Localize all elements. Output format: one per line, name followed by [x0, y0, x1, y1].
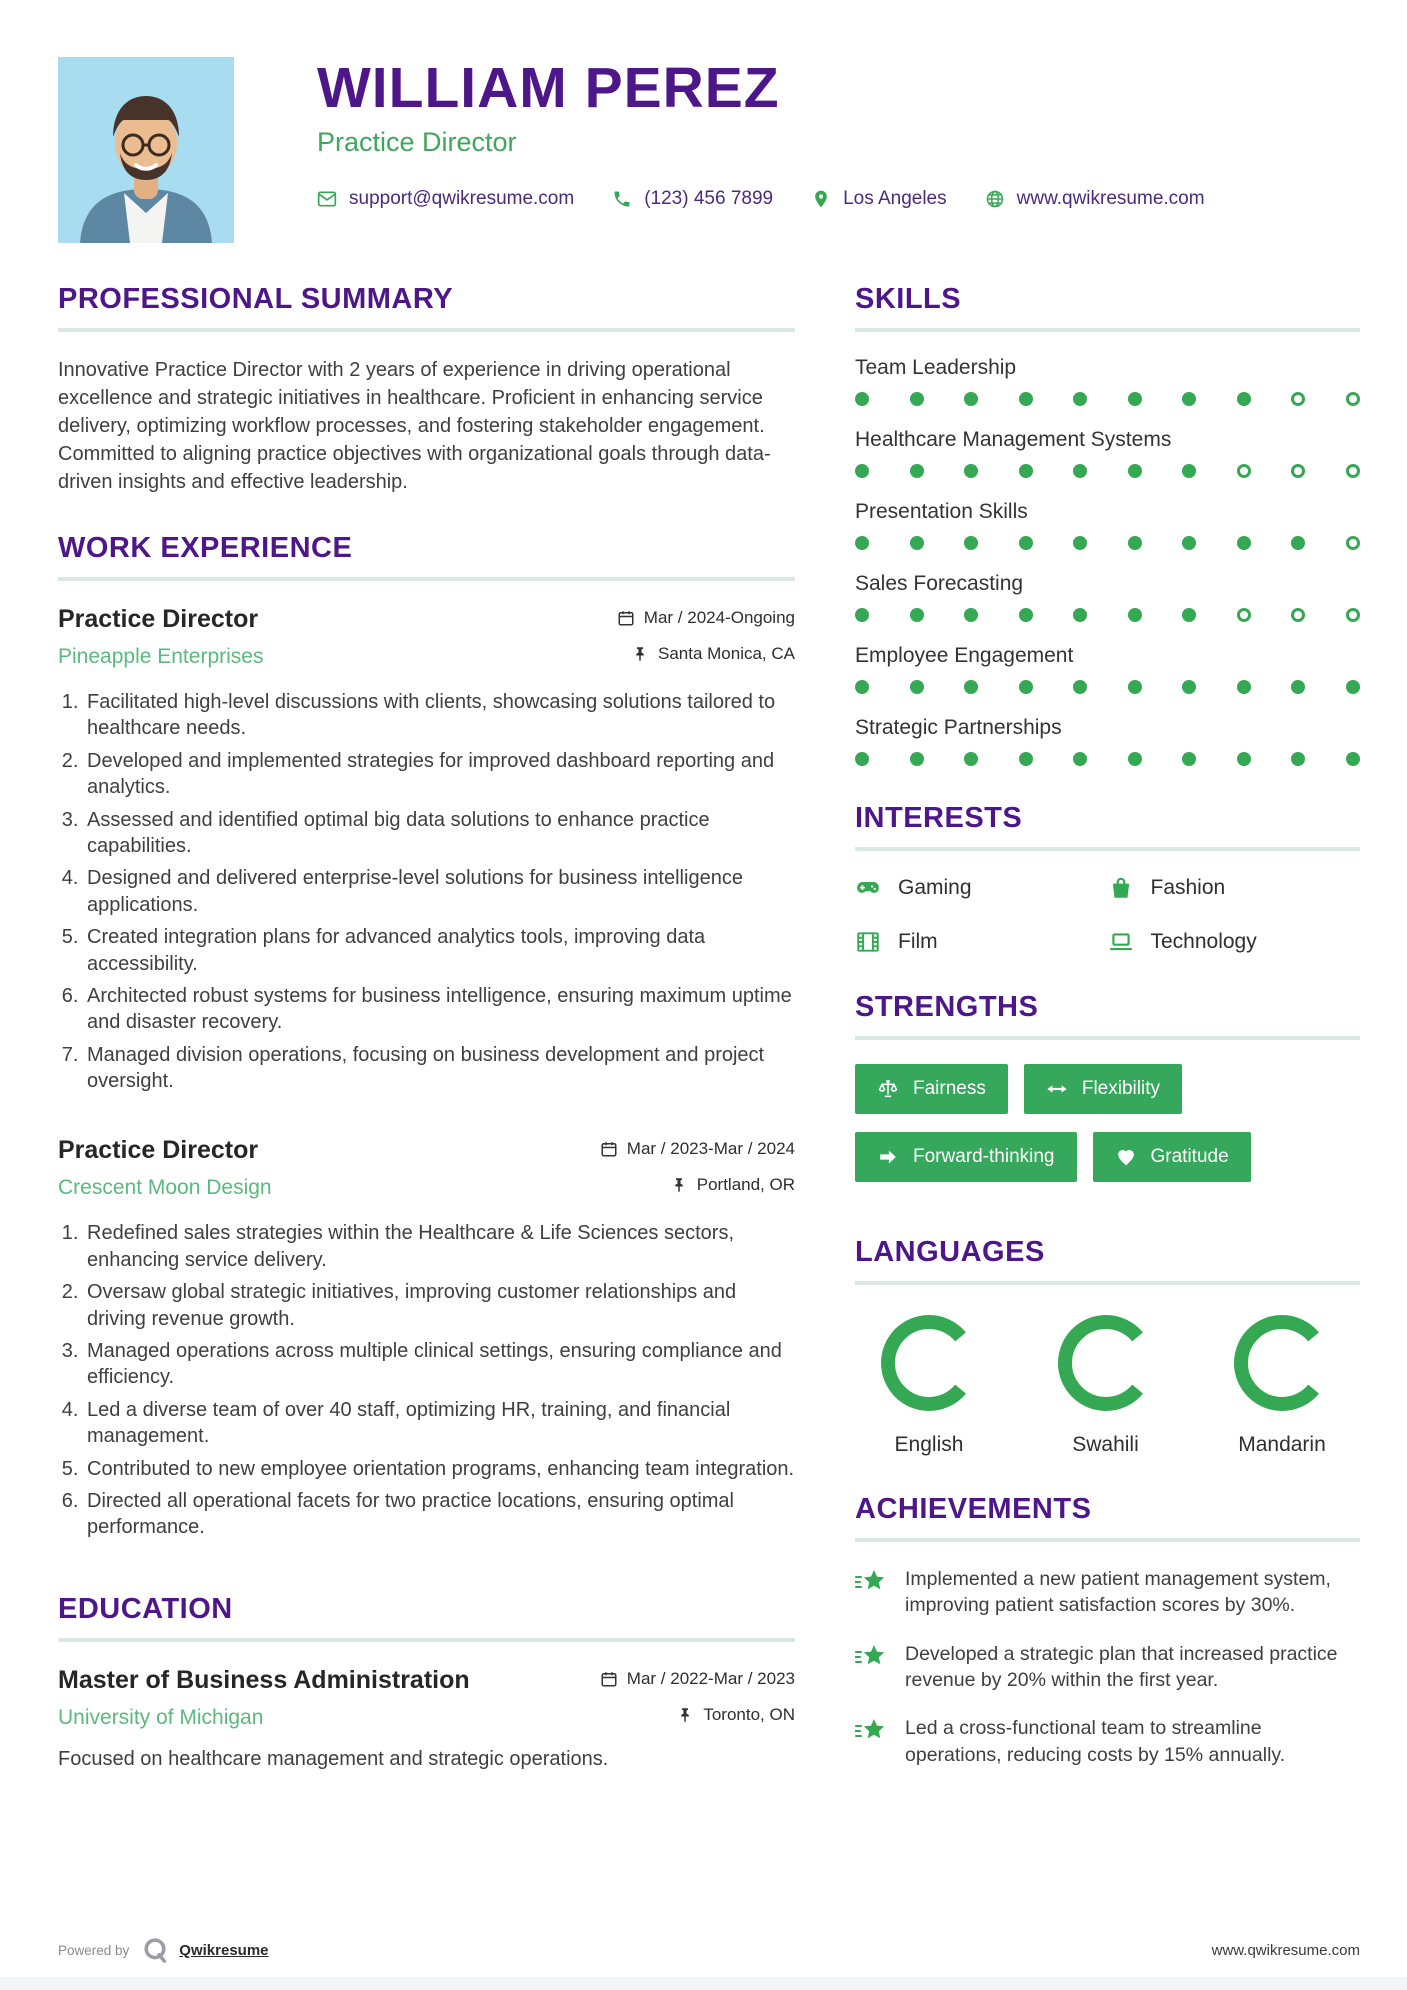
section-achievements [855, 1493, 1360, 1768]
job-bullet: 3. Assessed and identified optimal big data solutions to enhance practice capabilities. [84, 807, 795, 860]
rating-dot-filled [1073, 464, 1087, 478]
rating-dot-filled [1128, 392, 1142, 406]
job-bullet: 1. Redefined sales strategies within the Healthcare & Life Sciences sectors, enhancing service delivery. [84, 1220, 795, 1273]
rating-dot-filled [1237, 536, 1251, 550]
section-strengths [855, 991, 1360, 1200]
rating-dot-filled [855, 536, 869, 550]
job-bullets [58, 689, 795, 1094]
rating-dot-filled [1346, 680, 1360, 694]
language-item [1036, 1313, 1176, 1457]
footer [58, 1936, 1360, 1964]
interest-label: Film [898, 930, 938, 953]
skill-row [855, 500, 1360, 550]
strength-label: Gratitude [1150, 1146, 1229, 1167]
interest-item [855, 875, 1108, 901]
contact-website-text: www.qwikresume.com [1016, 187, 1205, 209]
job-bullet: 3. Managed operations across multiple clinical settings, ensuring compliance and efficiency. [84, 1338, 795, 1391]
rating-dot-filled [855, 608, 869, 622]
achievements-heading: ACHIEVEMENTS [855, 1493, 1092, 1525]
section-divider [58, 577, 795, 581]
skill-name: Presentation Skills [855, 500, 1028, 523]
job-bullet: 4. Led a diverse team of over 40 staff, optimizing HR, training, and financial management. [84, 1397, 795, 1450]
skill-rating-dots [855, 536, 1360, 550]
job-bullet: 7. Managed division operations, focusing on business development and project oversight. [84, 1042, 795, 1095]
language-label: Mandarin [1238, 1433, 1326, 1456]
strength-chip-forward-thinking [855, 1132, 1077, 1182]
strength-label: Flexibility [1081, 1078, 1160, 1099]
rating-dot-filled [1182, 752, 1196, 766]
rating-dot-filled [964, 608, 978, 622]
rating-dot-filled [1182, 536, 1196, 550]
education-note: Focused on healthcare management and strategic operations. [58, 1747, 609, 1770]
rating-dot-filled [1019, 608, 1033, 622]
job-bullet: 2. Developed and implemented strategies for improved dashboard reporting and analytics. [84, 748, 795, 801]
job-bullet: 2. Oversaw global strategic initiatives, improving customer relationships and driving revenue growth. [84, 1279, 795, 1332]
arrow-right-icon [877, 1146, 899, 1168]
rating-dot-filled [1291, 752, 1305, 766]
rating-dot-filled [1237, 392, 1251, 406]
skill-row [855, 716, 1360, 766]
rating-dot-filled [1128, 464, 1142, 478]
summary-heading: PROFESSIONAL SUMMARY [58, 283, 454, 315]
language-item [1212, 1313, 1352, 1457]
double-arrow-icon [1046, 1078, 1068, 1100]
job-entry [58, 1136, 795, 1540]
mail-icon [317, 189, 337, 209]
job-company: Crescent Moon Design [58, 1176, 272, 1200]
strength-label: Fairness [913, 1078, 986, 1099]
rating-dot-filled [1346, 752, 1360, 766]
skill-name: Sales Forecasting [855, 572, 1024, 595]
skill-row [855, 572, 1360, 622]
calendar-icon [600, 1140, 618, 1158]
section-work-experience [58, 532, 795, 1541]
rating-dot-filled [1291, 680, 1305, 694]
skills-heading: SKILLS [855, 283, 962, 315]
language-item [859, 1313, 999, 1457]
skill-rating-dots [855, 392, 1360, 406]
rating-dot-filled [855, 680, 869, 694]
globe-icon [985, 189, 1005, 209]
achievement-text: Led a cross-functional team to streamline operations, reducing costs by 15% annually. [905, 1717, 1286, 1766]
rating-dot-filled [1182, 608, 1196, 622]
rating-dot-empty [1291, 392, 1305, 406]
rating-dot-filled [910, 392, 924, 406]
rating-dot-filled [964, 680, 978, 694]
job-dates: Mar / 2023-Mar / 2024 [626, 1139, 795, 1159]
person-job-title: Practice Director [317, 126, 517, 157]
rating-dot-empty [1346, 608, 1360, 622]
bottom-strip [0, 1977, 1407, 1990]
skill-rating-dots [855, 464, 1360, 478]
strength-label: Forward-thinking [913, 1146, 1055, 1167]
rating-dot-filled [964, 392, 978, 406]
rating-dot-filled [910, 680, 924, 694]
contact-email-text: support@qwikresume.com [349, 187, 575, 209]
rating-dot-empty [1237, 608, 1251, 622]
language-label: English [894, 1433, 964, 1456]
achievement-item [855, 1566, 1360, 1619]
heart-icon [1115, 1146, 1137, 1168]
footer-website-link[interactable]: www.qwikresume.com [1211, 1941, 1360, 1959]
pushpin-icon [676, 1706, 694, 1724]
section-languages [855, 1236, 1360, 1457]
profile-photo-illustration [58, 57, 234, 243]
job-location: Portland, OR [696, 1175, 795, 1195]
job-entry [58, 605, 795, 1094]
interest-label: Fashion [1150, 876, 1226, 899]
qwikresume-brand-link[interactable]: Qwikresume [179, 1941, 269, 1959]
rating-dot-filled [1128, 752, 1142, 766]
scales-icon [877, 1078, 899, 1100]
left-column [58, 283, 795, 1807]
rating-dot-filled [1019, 464, 1033, 478]
rating-dot-empty [1291, 608, 1305, 622]
job-bullet: 6. Architected robust systems for business intelligence, ensuring maximum uptime and disaster recovery. [84, 983, 795, 1036]
interests-heading: INTERESTS [855, 802, 1023, 834]
film-icon [855, 929, 881, 955]
rating-dot-filled [1073, 752, 1087, 766]
section-divider [855, 1538, 1360, 1542]
skill-rating-dots [855, 752, 1360, 766]
rating-dot-filled [1128, 680, 1142, 694]
skill-rating-dots [855, 608, 1360, 622]
skill-rating-dots [855, 680, 1360, 694]
rating-dot-filled [1019, 680, 1033, 694]
rating-dot-filled [1182, 464, 1196, 478]
contact-phone[interactable] [612, 188, 773, 210]
skill-row [855, 356, 1360, 406]
rating-dot-filled [1182, 680, 1196, 694]
rating-dot-filled [1237, 680, 1251, 694]
rating-dot-filled [1019, 752, 1033, 766]
contact-phone-text: (123) 456 7899 [644, 187, 774, 209]
right-column [855, 283, 1360, 1807]
shooting-star-icon [855, 1717, 887, 1747]
achievement-item [855, 1641, 1360, 1694]
strength-chip-gratitude [1093, 1132, 1251, 1182]
summary-text: Innovative Practice Director with 2 years of experience in driving operational excellence and strategic initiatives in healthcare. Proficient in enhancing service delivery, optimizing workflow processes, and fostering stakeholder engagement. Committed to aligning practice objectives with organizational goals through data-driven insights and effective leadership. [58, 359, 771, 493]
language-progress-ring [1232, 1313, 1332, 1413]
pushpin-icon [670, 1176, 688, 1194]
job-title: Practice Director [58, 605, 259, 633]
section-divider [855, 1036, 1360, 1040]
rating-dot-empty [1346, 536, 1360, 550]
achievement-item [855, 1715, 1360, 1768]
rating-dot-filled [910, 752, 924, 766]
rating-dot-filled [855, 464, 869, 478]
strength-chip-fairness [855, 1064, 1008, 1114]
phone-icon [612, 189, 632, 209]
job-bullet: 5. Created integration plans for advanced analytics tools, improving data accessibility. [84, 924, 795, 977]
rating-dot-filled [1128, 536, 1142, 550]
job-company: Pineapple Enterprises [58, 645, 264, 668]
gamepad-icon [855, 875, 881, 901]
section-divider [855, 1281, 1360, 1285]
job-bullet: 5. Contributed to new employee orientation programs, enhancing team integration. [84, 1456, 795, 1482]
profile-photo [58, 57, 234, 243]
rating-dot-empty [1346, 464, 1360, 478]
contact-website[interactable] [985, 188, 1205, 210]
header [58, 57, 1360, 243]
powered-by-label: Powered by [58, 1942, 130, 1958]
interest-item [1108, 929, 1361, 955]
job-bullets [58, 1220, 795, 1540]
strengths-heading: STRENGTHS [855, 991, 1039, 1023]
interest-item [855, 929, 1108, 955]
job-dates: Mar / 2024-Ongoing [643, 608, 795, 627]
interest-item [1108, 875, 1361, 901]
rating-dot-filled [1291, 536, 1305, 550]
rating-dot-filled [1073, 608, 1087, 622]
languages-heading: LANGUAGES [855, 1236, 1045, 1268]
rating-dot-filled [855, 392, 869, 406]
achievement-text: Developed a strategic plan that increased practice revenue by 20% within the first year. [905, 1642, 1338, 1691]
section-skills [855, 283, 1360, 766]
contact-row [317, 188, 1243, 210]
rating-dot-filled [1019, 536, 1033, 550]
shooting-star-icon [855, 1568, 887, 1598]
skill-row [855, 428, 1360, 478]
education-dates: Mar / 2022-Mar / 2023 [626, 1668, 795, 1688]
rating-dot-filled [964, 464, 978, 478]
pushpin-icon [631, 645, 649, 663]
skill-row [855, 644, 1360, 694]
rating-dot-filled [910, 536, 924, 550]
section-divider [855, 847, 1360, 851]
work-heading: WORK EXPERIENCE [58, 532, 353, 564]
section-interests [855, 802, 1360, 955]
laptop-icon [1108, 929, 1134, 955]
degree-title: Master of Business Administration [58, 1665, 470, 1694]
calendar-icon [617, 609, 635, 627]
section-divider [58, 328, 795, 332]
location-pin-icon [811, 189, 831, 209]
achievement-text: Implemented a new patient management system, improving patient satisfaction scores by 30%. [905, 1568, 1331, 1617]
shooting-star-icon [855, 1643, 887, 1673]
education-heading: EDUCATION [58, 1592, 233, 1625]
shopping-bag-icon [1108, 875, 1134, 901]
section-divider [855, 328, 1360, 332]
rating-dot-filled [1073, 392, 1087, 406]
contact-location [811, 188, 947, 210]
interest-label: Technology [1150, 930, 1257, 953]
skill-name: Employee Engagement [855, 644, 1074, 667]
education-location: Toronto, ON [703, 1704, 795, 1724]
rating-dot-filled [1128, 608, 1142, 622]
job-bullet: 1. Facilitated high-level discussions with clients, showcasing solutions tailored to healthcare needs. [84, 689, 795, 742]
language-progress-ring [1056, 1313, 1156, 1413]
section-professional-summary [58, 283, 795, 496]
skill-name: Team Leadership [855, 356, 1017, 379]
person-name: WILLIAM PEREZ [317, 56, 780, 120]
education-entry [58, 1666, 795, 1771]
interest-label: Gaming [898, 876, 972, 899]
job-location: Santa Monica, CA [657, 644, 795, 663]
rating-dot-filled [964, 752, 978, 766]
language-progress-ring [879, 1313, 979, 1413]
rating-dot-filled [1237, 752, 1251, 766]
job-bullet: 4. Designed and delivered enterprise-level solutions for business intelligence applications. [84, 865, 795, 918]
rating-dot-filled [855, 752, 869, 766]
job-bullet: 6. Directed all operational facets for two practice locations, ensuring optimal performance. [84, 1488, 795, 1541]
contact-email[interactable] [317, 188, 574, 210]
rating-dot-filled [910, 464, 924, 478]
rating-dot-empty [1346, 392, 1360, 406]
section-education [58, 1593, 795, 1771]
rating-dot-empty [1291, 464, 1305, 478]
rating-dot-filled [910, 608, 924, 622]
strength-chip-flexibility [1024, 1064, 1182, 1114]
rating-dot-filled [1019, 392, 1033, 406]
school-name: University of Michigan [58, 1705, 264, 1729]
rating-dot-filled [1073, 536, 1087, 550]
section-divider [58, 1638, 795, 1642]
contact-location-text: Los Angeles [843, 187, 947, 209]
language-label: Swahili [1072, 1433, 1139, 1456]
rating-dot-empty [1237, 464, 1251, 478]
skill-name: Healthcare Management Systems [855, 428, 1172, 451]
qwikresume-logo-icon [141, 1936, 169, 1964]
rating-dot-filled [964, 536, 978, 550]
rating-dot-filled [1073, 680, 1087, 694]
skill-name: Strategic Partnerships [855, 716, 1062, 739]
rating-dot-filled [1182, 392, 1196, 406]
calendar-icon [600, 1670, 618, 1688]
job-title: Practice Director [58, 1136, 259, 1165]
